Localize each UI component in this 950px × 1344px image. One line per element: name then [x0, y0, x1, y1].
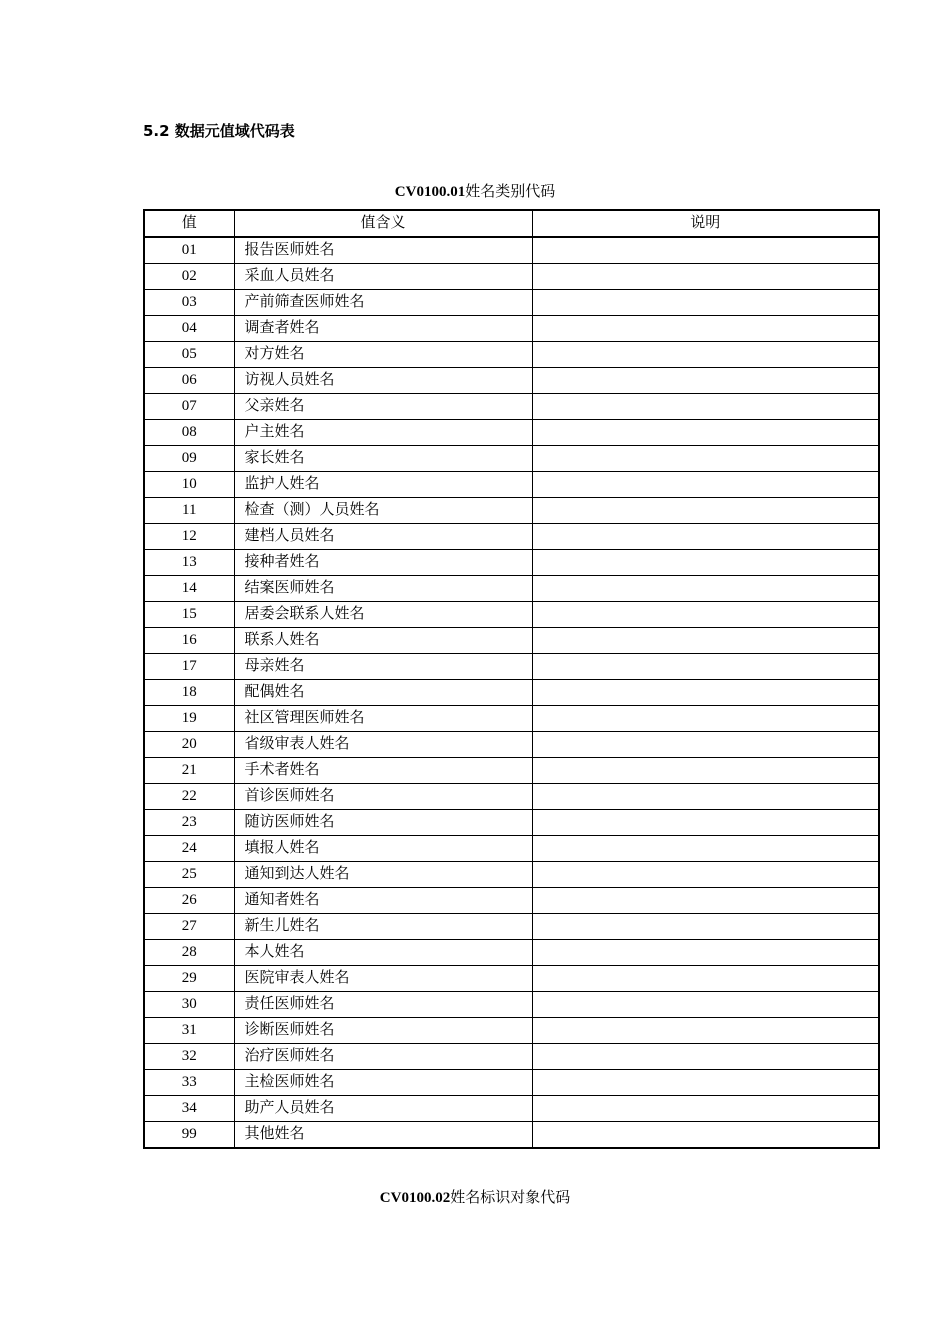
cell-note — [532, 420, 879, 446]
cell-value: 13 — [144, 550, 234, 576]
table-row — [144, 472, 879, 498]
table-row — [144, 1070, 879, 1096]
cell-value: 22 — [144, 784, 234, 810]
cell-meaning: 治疗医师姓名 — [234, 1044, 532, 1070]
cell-value: 03 — [144, 290, 234, 316]
cell-meaning: 助产人员姓名 — [234, 1096, 532, 1122]
cell-note — [532, 472, 879, 498]
cell-value: 16 — [144, 628, 234, 654]
table-title-cv0100-02 — [0, 1186, 950, 1207]
cell-meaning: 通知到达人姓名 — [234, 862, 532, 888]
cell-meaning: 联系人姓名 — [234, 628, 532, 654]
cell-meaning: 通知者姓名 — [234, 888, 532, 914]
cell-value: 24 — [144, 836, 234, 862]
table-row — [144, 290, 879, 316]
table-row — [144, 446, 879, 472]
table-row — [144, 732, 879, 758]
cell-note — [532, 732, 879, 758]
cell-value: 29 — [144, 966, 234, 992]
cell-note — [532, 342, 879, 368]
table-row — [144, 368, 879, 394]
cell-note — [532, 836, 879, 862]
cell-value: 30 — [144, 992, 234, 1018]
table-code: CV0100.02 — [379, 1190, 451, 1206]
cell-value: 08 — [144, 420, 234, 446]
table-row — [144, 342, 879, 368]
cell-meaning: 调查者姓名 — [234, 316, 532, 342]
header-note: 说明 — [532, 210, 879, 237]
cell-value: 11 — [144, 498, 234, 524]
cell-meaning: 户主姓名 — [234, 420, 532, 446]
cell-note — [532, 264, 879, 290]
table-row — [144, 1122, 879, 1149]
table-row — [144, 628, 879, 654]
cell-note — [532, 368, 879, 394]
cell-value: 10 — [144, 472, 234, 498]
header-meaning: 值含义 — [234, 210, 532, 237]
cell-value: 12 — [144, 524, 234, 550]
table-row — [144, 394, 879, 420]
cell-meaning: 结案医师姓名 — [234, 576, 532, 602]
cell-note — [532, 966, 879, 992]
code-table-cv0100-01 — [143, 209, 880, 1149]
cell-meaning: 其他姓名 — [234, 1122, 532, 1149]
cell-value: 20 — [144, 732, 234, 758]
table-row — [144, 550, 879, 576]
cell-meaning: 产前筛查医师姓名 — [234, 290, 532, 316]
table-row — [144, 862, 879, 888]
cell-note — [532, 316, 879, 342]
cell-value: 32 — [144, 1044, 234, 1070]
cell-value: 17 — [144, 654, 234, 680]
cell-note — [532, 237, 879, 264]
cell-meaning: 居委会联系人姓名 — [234, 602, 532, 628]
table-name: 姓名标识对象代码 — [450, 1190, 571, 1206]
table-row — [144, 654, 879, 680]
cell-value: 23 — [144, 810, 234, 836]
table-row — [144, 940, 879, 966]
cell-value: 07 — [144, 394, 234, 420]
cell-note — [532, 576, 879, 602]
cell-note — [532, 524, 879, 550]
table-row — [144, 602, 879, 628]
table-row — [144, 498, 879, 524]
cell-value: 26 — [144, 888, 234, 914]
table-row — [144, 836, 879, 862]
table-code: CV0100.01 — [394, 184, 466, 200]
cell-meaning: 责任医师姓名 — [234, 992, 532, 1018]
cell-meaning: 监护人姓名 — [234, 472, 532, 498]
cell-value: 34 — [144, 1096, 234, 1122]
cell-meaning: 诊断医师姓名 — [234, 1018, 532, 1044]
cell-note — [532, 1096, 879, 1122]
table-row — [144, 264, 879, 290]
cell-value: 06 — [144, 368, 234, 394]
cell-note — [532, 1018, 879, 1044]
table-row — [144, 966, 879, 992]
cell-note — [532, 888, 879, 914]
table-row — [144, 1044, 879, 1070]
table-header-row — [144, 210, 879, 237]
table-row — [144, 1018, 879, 1044]
cell-note — [532, 940, 879, 966]
cell-note — [532, 1044, 879, 1070]
cell-note — [532, 394, 879, 420]
cell-meaning: 采血人员姓名 — [234, 264, 532, 290]
cell-note — [532, 602, 879, 628]
cell-meaning: 随访医师姓名 — [234, 810, 532, 836]
cell-value: 01 — [144, 237, 234, 264]
cell-meaning: 配偶姓名 — [234, 680, 532, 706]
table-row — [144, 524, 879, 550]
table-row — [144, 576, 879, 602]
cell-note — [532, 1122, 879, 1149]
table-row — [144, 237, 879, 264]
table-row — [144, 1096, 879, 1122]
cell-note — [532, 628, 879, 654]
cell-note — [532, 992, 879, 1018]
cell-note — [532, 784, 879, 810]
cell-value: 27 — [144, 914, 234, 940]
table-row — [144, 784, 879, 810]
cell-meaning: 报告医师姓名 — [234, 237, 532, 264]
cell-meaning: 接种者姓名 — [234, 550, 532, 576]
cell-note — [532, 680, 879, 706]
cell-meaning: 对方姓名 — [234, 342, 532, 368]
cell-note — [532, 862, 879, 888]
cell-note — [532, 654, 879, 680]
cell-meaning: 填报人姓名 — [234, 836, 532, 862]
cell-value: 99 — [144, 1122, 234, 1149]
cell-value: 19 — [144, 706, 234, 732]
cell-meaning: 省级审表人姓名 — [234, 732, 532, 758]
table-row — [144, 706, 879, 732]
table-title-cv0100-01 — [0, 180, 950, 201]
cell-meaning: 手术者姓名 — [234, 758, 532, 784]
cell-meaning: 母亲姓名 — [234, 654, 532, 680]
cell-note — [532, 810, 879, 836]
cell-note — [532, 758, 879, 784]
cell-note — [532, 550, 879, 576]
cell-meaning: 新生儿姓名 — [234, 914, 532, 940]
header-value: 值 — [144, 210, 234, 237]
table-row — [144, 810, 879, 836]
table-body — [144, 237, 879, 1148]
table-row — [144, 680, 879, 706]
cell-value: 04 — [144, 316, 234, 342]
cell-value: 33 — [144, 1070, 234, 1096]
cell-meaning: 建档人员姓名 — [234, 524, 532, 550]
table-row — [144, 992, 879, 1018]
cell-note — [532, 498, 879, 524]
table-row — [144, 888, 879, 914]
cell-value: 18 — [144, 680, 234, 706]
cell-note — [532, 446, 879, 472]
cell-value: 09 — [144, 446, 234, 472]
cell-note — [532, 706, 879, 732]
section-heading: 5.2 数据元值域代码表 — [143, 122, 295, 140]
cell-value: 02 — [144, 264, 234, 290]
cell-value: 15 — [144, 602, 234, 628]
cell-meaning: 本人姓名 — [234, 940, 532, 966]
cell-meaning: 家长姓名 — [234, 446, 532, 472]
cell-note — [532, 914, 879, 940]
cell-meaning: 社区管理医师姓名 — [234, 706, 532, 732]
cell-note — [532, 1070, 879, 1096]
cell-value: 25 — [144, 862, 234, 888]
cell-value: 05 — [144, 342, 234, 368]
cell-note — [532, 290, 879, 316]
cell-meaning: 检查（测）人员姓名 — [234, 498, 532, 524]
cell-value: 21 — [144, 758, 234, 784]
table-row — [144, 758, 879, 784]
table-row — [144, 316, 879, 342]
table-row — [144, 420, 879, 446]
cell-value: 14 — [144, 576, 234, 602]
cell-meaning: 医院审表人姓名 — [234, 966, 532, 992]
cell-meaning: 访视人员姓名 — [234, 368, 532, 394]
cell-meaning: 父亲姓名 — [234, 394, 532, 420]
cell-meaning: 首诊医师姓名 — [234, 784, 532, 810]
cell-meaning: 主检医师姓名 — [234, 1070, 532, 1096]
table-name: 姓名类别代码 — [465, 184, 556, 200]
cell-value: 31 — [144, 1018, 234, 1044]
table-row — [144, 914, 879, 940]
cell-value: 28 — [144, 940, 234, 966]
